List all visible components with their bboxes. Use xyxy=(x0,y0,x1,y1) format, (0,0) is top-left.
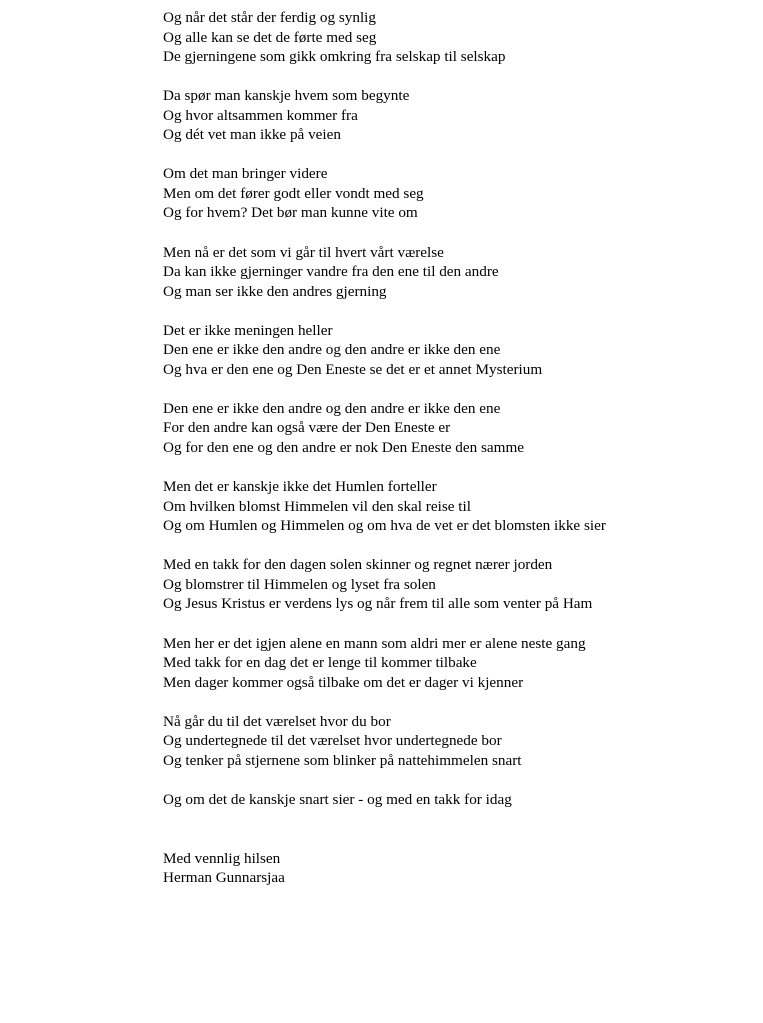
poem-line: Og Jesus Kristus er verdens lys og når frem til alle som venter på Ham xyxy=(163,595,593,613)
signature-name: Herman Gunnarsjaa xyxy=(163,869,285,887)
poem-line: Og alle kan se det de førte med seg xyxy=(163,28,377,46)
poem-line: Og om det de kanskje snart sier - og med en takk for idag xyxy=(163,790,512,808)
poem-line: Om det man bringer videre xyxy=(163,165,328,183)
poem-line: Da kan ikke gjerninger vandre fra den ene til den andre xyxy=(163,263,499,281)
poem-line: Og man ser ikke den andres gjerning xyxy=(163,282,387,300)
poem-line: Men dager kommer også tilbake om det er dager vi kjenner xyxy=(163,673,524,691)
stanza xyxy=(163,555,743,614)
poem-line: Den ene er ikke den andre og den andre er ikke den ene xyxy=(163,399,501,417)
poem-line: Og blomstrer til Himmelen og lyset fra solen xyxy=(163,575,436,593)
stanza xyxy=(163,790,743,810)
poem-line: Nå går du til det værelset hvor du bor xyxy=(163,712,391,730)
stanza xyxy=(163,477,743,536)
poem-line: Og undertegnede til det værelset hvor undertegnede bor xyxy=(163,732,502,750)
stanza xyxy=(163,8,743,67)
poem-line: Og når det står der ferdig og synlig xyxy=(163,9,376,26)
poem-line: Men om det fører godt eller vondt med seg xyxy=(163,184,424,202)
poem-line: De gjerningene som gikk omkring fra selskap til selskap xyxy=(163,48,506,66)
stanza xyxy=(163,164,743,223)
poem-line: Det er ikke meningen heller xyxy=(163,321,333,339)
poem-line: Og for hvem? Det bør man kunne vite om xyxy=(163,204,418,222)
poem-line: Og hvor altsammen kommer fra xyxy=(163,106,358,124)
poem-line: Men nå er det som vi går til hvert vårt værelse xyxy=(163,243,444,261)
stanza xyxy=(163,243,743,302)
closing-greeting: Med vennlig hilsen xyxy=(163,849,281,867)
poem-line: Men her er det igjen alene en mann som aldri mer er alene neste gang xyxy=(163,634,586,652)
poem-line: Men det er kanskje ikke det Humlen forteller xyxy=(163,478,437,496)
closing-block xyxy=(163,849,743,888)
poem-line: Den ene er ikke den andre og den andre er ikke den ene xyxy=(163,341,501,359)
poem-line: Og tenker på stjernene som blinker på nattehimmelen snart xyxy=(163,751,522,769)
stanza xyxy=(163,634,743,693)
poem-line: Da spør man kanskje hvem som begynte xyxy=(163,87,410,105)
poem-line: Med takk for en dag det er lenge til kommer tilbake xyxy=(163,654,477,672)
poem-line: Og dét vet man ikke på veien xyxy=(163,126,341,144)
stanza xyxy=(163,86,743,145)
stanza xyxy=(163,321,743,380)
poem-line: Og om Humlen og Himmelen og om hva de vet er det blomsten ikke sier xyxy=(163,517,606,535)
poem-line: Om hvilken blomst Himmelen vil den skal reise til xyxy=(163,497,471,515)
poem-line: Med en takk for den dagen solen skinner og regnet nærer jorden xyxy=(163,556,553,574)
poem-line: Og hva er den ene og Den Eneste se det er et annet Mysterium xyxy=(163,360,543,378)
poem-document xyxy=(163,8,743,888)
poem-line: For den andre kan også være der Den Eneste er xyxy=(163,419,451,437)
stanza xyxy=(163,712,743,771)
stanza xyxy=(163,399,743,458)
poem-line: Og for den ene og den andre er nok Den Eneste den samme xyxy=(163,439,524,457)
